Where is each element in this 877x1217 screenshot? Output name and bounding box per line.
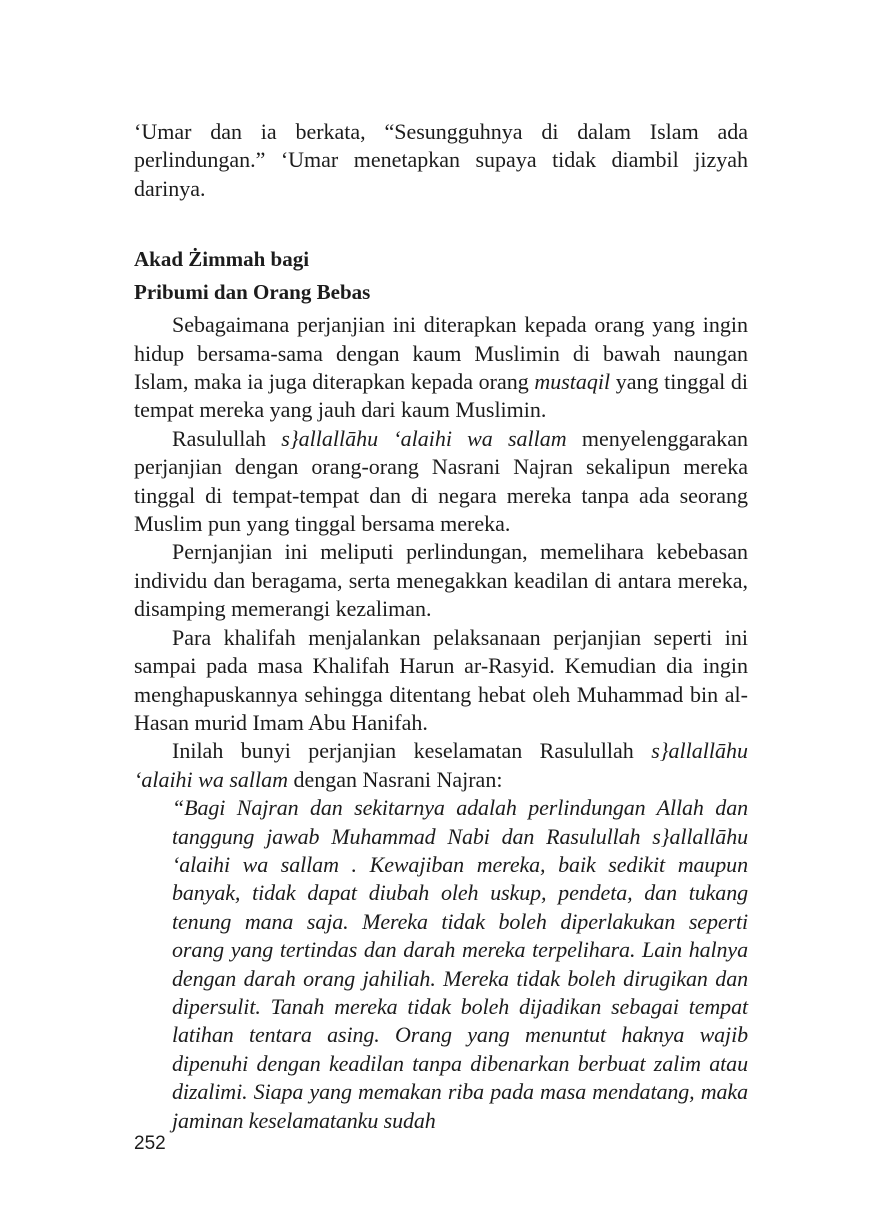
intro-paragraph: ‘Umar dan ia berkata, “Sesungguhnya di dalam Islam ada perlindungan.” ‘Umar menetapkan supaya tidak diambil jizyah darinya.: [134, 119, 748, 201]
paragraph-2-text-b: menyelenggarakan perjanjian dengan orang-orang Nasrani Najran sekalipun mereka tinggal di tempat-tempat dan di negara mereka tanpa ada seorang Muslim pun yang tinggal bersama mereka.: [134, 425, 748, 537]
paragraph-2: [134, 425, 748, 539]
heading-line-2: Pribumi dan Orang Bebas: [134, 280, 371, 305]
paragraph-5-text-b: dengan Nasrani Najran:: [288, 766, 503, 792]
paragraph-2-text-a: Rasulullah: [172, 425, 282, 451]
paragraph-1: [134, 311, 748, 425]
paragraph-5-text-a: Inilah bunyi perjanjian keselamatan Rasulullah: [172, 738, 652, 764]
heading-line-1: Akad Żimmah bagi: [134, 247, 310, 272]
paragraph-5: [134, 737, 748, 794]
page-number: 252: [134, 1133, 166, 1154]
paragraph-3: Pernjanjian ini meliputi perlindungan, memelihara kebebasan individu dan beragama, serta menegakkan keadilan di antara mereka, disamping memerangi kezaliman.: [134, 539, 748, 622]
paragraph-1-text-b: yang tinggal di tempat mereka yang jauh dari kaum Muslimin.: [134, 369, 748, 423]
paragraph-2-italic: s}allallāhu ‘alaihi wa sallam: [281, 425, 567, 451]
paragraph-4: Para khalifah menjalankan pelaksanaan perjanjian seperti ini sampai pada masa Khalifah Harun ar-Rasyid. Kemudian dia ingin menghapuskannya sehingga ditentang hebat oleh Muhammad bin al-Hasan murid Imam Abu Hanifah.: [134, 624, 748, 735]
paragraph-1-italic: mustaqil: [534, 369, 611, 395]
section-heading: [134, 243, 748, 309]
paragraph-5-italic: s}allallāhu ‘alaihi wa sallam: [134, 738, 748, 792]
treaty-quote: “Bagi Najran dan sekitarnya adalah perlindungan Allah dan tanggung jawab Muhammad Nabi dan Rasulullah s}allallāhu ‘alaihi wa sallam . Kewajiban mereka, baik sedikit maupun banyak, tidak dapat diubah oleh uskup, pendeta, dan tukang tenung mana saja. Mereka tidak boleh diperlakukan seperti orang yang tertindas dan darah mereka terpelihara. Lain halnya dengan darah orang jahiliah. Mereka tidak boleh dirugikan dan dipersulit. Tanah mereka tidak boleh dijadikan sebagai tempat latihan tentara asing. Orang yang menuntut haknya wajib dipenuhi dengan keadilan tanpa dibenarkan berbuat zalim atau dizalimi. Siapa yang memakan riba pada masa mendatang, maka jaminan keselamatanku sudah: [172, 795, 748, 1133]
page-content: [134, 118, 748, 1135]
paragraph-1-text-a: Sebagaimana perjanjian ini diterapkan kepada orang yang ingin hidup bersama-sama dengan kaum Muslimin di bawah naungan Islam, maka ia juga diterapkan kepada orang: [134, 312, 748, 395]
